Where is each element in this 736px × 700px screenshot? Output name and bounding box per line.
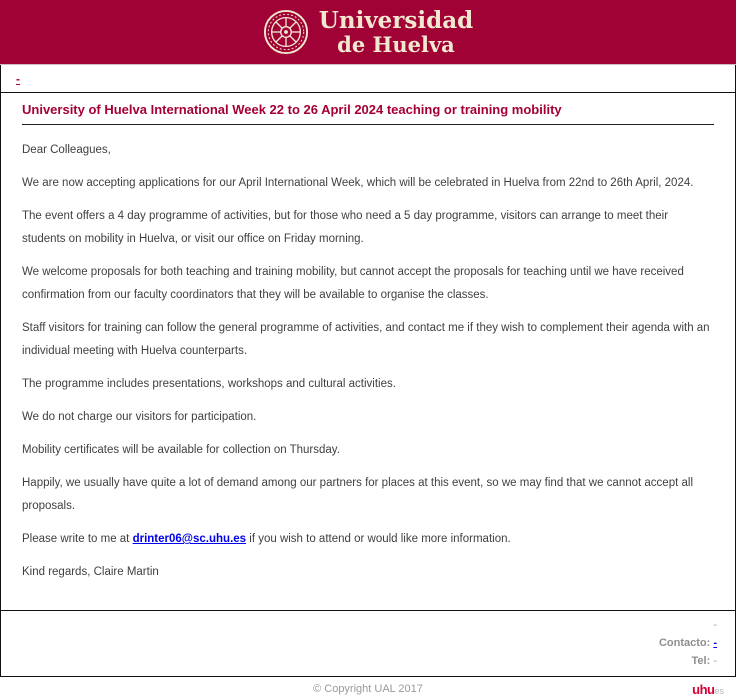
contact-label: Contacto: <box>658 637 711 649</box>
university-name-line1: Universidad <box>318 7 474 34</box>
contact-footer <box>1 610 735 676</box>
collapsed-menu-link[interactable]: - <box>16 71 20 86</box>
uhu-es-logo[interactable] <box>692 681 724 699</box>
email-text-after: if you wish to attend or would like more information. <box>246 533 511 545</box>
contact-footer-row-contact <box>19 634 717 652</box>
copyright-text: © Copyright UAL 2017 <box>313 682 423 695</box>
uhu-logo-main: uhu <box>692 682 715 697</box>
tel-value: - <box>713 655 717 667</box>
site-footer <box>0 677 736 700</box>
university-banner <box>0 0 736 65</box>
paragraph-greeting: Dear Colleagues, <box>22 144 111 156</box>
address-value: - <box>713 619 717 631</box>
paragraph-demand: Happily, we usually have quite a lot of demand among our partners for places at this event, so we may find that we cannot accept all proposals. <box>22 477 693 512</box>
page-container <box>0 65 736 677</box>
uhu-logo-suffix: es <box>714 686 724 696</box>
paragraph-proposals: We welcome proposals for both teaching and training mobility, but cannot accept the proposals for teaching until we have received confirmation from our faculty coordinators that they will be available to organise the classes. <box>22 266 684 301</box>
paragraph-staff-training: Staff visitors for training can follow the general programme of activities, and contact me if they wish to complement their agenda with an individual meeting with Huelva counterparts. <box>22 322 710 357</box>
paragraph-no-charge: We do not charge our visitors for participation. <box>22 411 257 423</box>
nav-strip <box>1 65 735 93</box>
contact-footer-row-address <box>19 616 717 634</box>
title-divider <box>22 124 714 125</box>
paragraph-contact-email <box>22 528 714 551</box>
paragraph-signoff: Kind regards, Claire Martin <box>22 566 159 578</box>
university-name-line2: de Huelva <box>337 32 455 57</box>
paragraph-announcement: We are now accepting applications for our April International Week, which will be celebrated in Huelva from 22nd to 26th April, 2024. <box>22 177 694 189</box>
tel-label: Tel: <box>691 655 711 667</box>
email-link[interactable]: drinter06@sc.uhu.es <box>132 533 247 545</box>
contact-link[interactable]: - <box>713 637 717 649</box>
paragraph-programme-includes: The programme includes presentations, workshops and cultural activities. <box>22 378 396 390</box>
university-seal-icon <box>263 9 309 55</box>
paragraph-programme-days: The event offers a 4 day programme of activities, but for those who need a 5 day programme, visitors can arrange to meet their students on mobility in Huelva, or visit our office on Friday morning. <box>22 210 669 245</box>
email-text-before: Please write to me at <box>22 533 133 545</box>
university-wordmark <box>319 9 473 55</box>
page-title: University of Huelva International Week 22 to 26 April 2024 teaching or training mobility <box>22 102 562 117</box>
contact-footer-row-tel <box>19 652 717 670</box>
article-content <box>1 93 735 610</box>
paragraph-certificates: Mobility certificates will be available for collection on Thursday. <box>22 444 340 456</box>
